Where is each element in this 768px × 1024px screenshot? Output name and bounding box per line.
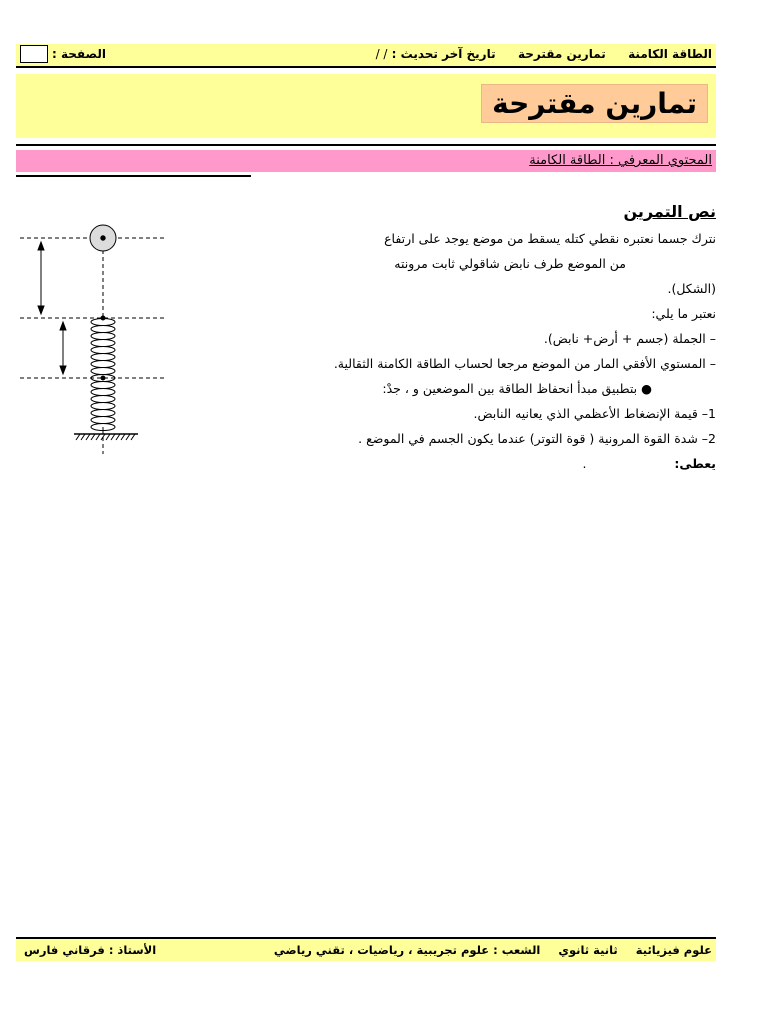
exercise-line: نترك جسما نعتبره نقطي كتله يسقط من موضع يوجد على ارتفاع	[384, 231, 716, 246]
content-bar	[16, 150, 716, 172]
header-update-value: / /	[375, 47, 388, 61]
exercise-line: من الموضع طرف نابض شاقولي ثابت مرونته	[394, 256, 626, 271]
exercise-body	[216, 198, 716, 476]
exercise-line: – المستوي الأفقي المار من الموضع مرجعا لحساب الطاقة الكامنة الثقالية.	[333, 356, 716, 371]
divider	[16, 144, 716, 146]
header-section: تمارين مقترحة	[517, 47, 606, 61]
content-bar-text	[529, 153, 712, 168]
page-number-area	[20, 45, 106, 63]
compressed-dot	[101, 376, 105, 380]
footer-course-info	[274, 943, 712, 957]
footer-streams: الشعب : علوم تجريبية ، رياضيات ، تقني رياضي	[273, 943, 541, 957]
given-label: يعطى:	[674, 456, 716, 471]
footer-teacher: الأستاذ : فرقاني فارس	[24, 943, 157, 957]
page-label: الصفحة :	[52, 47, 106, 61]
exercise-line: ● بتطبيق مبدأ انحفاظ الطاقة بين الموضعين و ، جدْ:	[382, 381, 652, 396]
ground-icon	[74, 434, 138, 440]
mass-center-dot	[101, 236, 105, 240]
spring-diagram	[20, 222, 170, 457]
exercise-line: 1– قيمة الإنضغاط الأعظمي الذي يعانيه النابض.	[473, 406, 716, 421]
footer-grade: ثانية ثانوي	[558, 943, 618, 957]
page-title: تمارين مقترحة	[481, 84, 708, 123]
title-band	[16, 74, 716, 138]
exercise-line: (الشكل).	[667, 281, 716, 296]
given-line	[216, 451, 716, 476]
content-value: الطاقة الكامنة	[529, 153, 606, 168]
header-info	[376, 47, 712, 61]
exercise-line: نعتبر ما يلي:	[651, 306, 716, 321]
spring-top-dot	[101, 316, 105, 320]
header-update-label: تاريخ آخر تحديث :	[391, 47, 496, 61]
given-value: .	[582, 456, 587, 471]
page-number-box	[20, 45, 48, 63]
exercise-heading: نص التمرين	[623, 202, 716, 221]
page-footer	[16, 937, 716, 961]
page-header	[16, 44, 716, 68]
content-label: المحتوي المعرفي :	[609, 153, 712, 168]
exercise-line: 2– شدة القوة المرونية ( قوة التوتر) عندما يكون الجسم في الموضع .	[358, 431, 716, 446]
footer-subject: علوم فيزيائية	[635, 943, 712, 957]
divider	[16, 175, 251, 177]
header-topic: الطاقة الكامنة	[628, 47, 712, 61]
exercise-line: – الجملة (جسم + أرض+ نابض).	[543, 331, 716, 346]
